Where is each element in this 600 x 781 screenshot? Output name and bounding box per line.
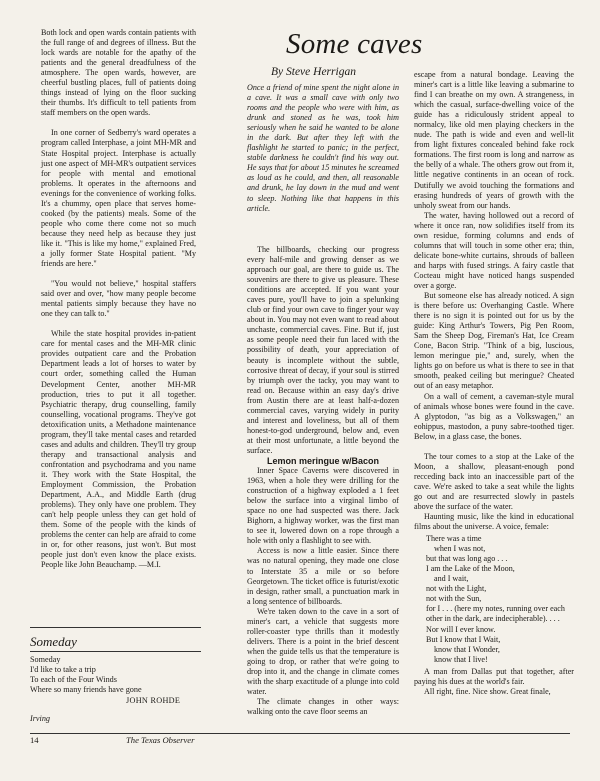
section-subhead: Lemon meringue w/Bacon bbox=[266, 455, 380, 466]
verse-line: There was a time bbox=[426, 534, 482, 544]
paragraph: The billboards, checking our progress every half-mile and growing denser as we approach our goal, are there to guide us. The souvenirs are there to give us pleasure. These conditions are accepted. If you want your caves pure, you'll have to join a spelunking club or find your own cave to finger your way about in. You may not even want to read about unchaste, commercial caves. Fine. But if, just as some people need their fun laced with the possibility of death, your appreciation of beauty is incomplete without the subtle, corrosive threat of decay, if your soul is stirred by triumph over the tacky, you may want to read on. Because within an easy day's drive from Austin there are at least half-a-dozen commercial caves, varying widely in purity and interest and loveliness, but all of them honest-to-god underground, below and, even at their most unfortunate, a little beyond the surface. bbox=[247, 245, 399, 455]
poem-line: To each of the Four Winds bbox=[30, 675, 117, 685]
paragraph: We're taken down to the cave in a sort of miner's cart, a vehicle that suggests more roller-coaster type thrills than it modestly delivers. There is a point in the brief descent when the guide tells us that the temperature is going to drop, or rather that we're going to drop into it, and the change in climate comes with the sharp exactitude of a plunge into cold water. bbox=[247, 606, 399, 697]
right-column bbox=[414, 70, 574, 697]
verse-line: not with the Light, bbox=[426, 584, 487, 594]
article-headline: Some caves bbox=[286, 28, 423, 60]
paragraph: Haunting music, like the kind in educational films about the universe. A voice, female: bbox=[414, 512, 574, 532]
paragraph: All right, fine. Nice show. Great finale, bbox=[424, 686, 551, 696]
paragraph: The climate changes in other ways: walking onto the cave floor seems an bbox=[247, 697, 399, 717]
poem-line: I'd like to take a trip bbox=[30, 665, 96, 675]
left-column bbox=[41, 28, 196, 570]
verse-line: know that I live! bbox=[434, 654, 488, 664]
verse-line: not with the Sun, bbox=[426, 594, 482, 604]
poem-line: Someday bbox=[30, 655, 61, 664]
verse-line: Nor will I ever know. bbox=[426, 624, 496, 634]
paragraph: On a wall of cement, a caveman-style mural of animals whose bones were found in the cave. A glyptodon, "as big as a Volkswagen," an eohippus, mastodon, a puny sabre-toothed tiger. Below, in a glass case, the bones. bbox=[414, 391, 574, 441]
verse-line: know that I Wonder, bbox=[434, 644, 500, 654]
verse-line: for I . . . (here my notes, running over each other in the dark, are indecipherable). . . . bbox=[426, 604, 565, 624]
article-byline: By Steve Herrigan bbox=[271, 66, 356, 78]
page-number: 14 bbox=[30, 735, 39, 745]
publication-name: The Texas Observer bbox=[126, 735, 195, 745]
paragraph: escape from a natural bondage. Leaving the miner's cart is a little like leaving a submarine to find I can breathe on my own. A strangeness, in which the casual, surface-dwelling voice of the guide has a ridiculously strident appeal to normalcy, like old men playing checkers in the nude. The path is wide and even and well-lit from light fixtures concealed behind fake rock formations. The first room is long and narrow as the belly of a whale. The others grow out from it, little negative continents in an ocean of rock. Dutifully we avoid touching the formations and erasing hundreds of years of growth with the unholy sweat from our hands. bbox=[414, 70, 574, 210]
paragraph: While the state hospital provides in-patient care for mental cases and the MH-MR clinic provides outpatient care and the Probation Department leads a lot of horses to water by court order, something called the Human Development Center, another MH-MR production, tries to put it all together. Psychiatric therapy, drug counselling, family counselling, vocational programs. They've got detoxification units, a Methadone maintenance program, they'll take mental cases and retarded cases and adults and children. They'll try group therapy and transactional analysis and confrontation and psychodrama and you name it. They work with the State Hospital, the Employment Commission, the Probation Department, A.A., and Middle Earth (drug problems). They only have one problem. They can't help people unless they can get hold of them. Some of the people with the kinds of problems the center can help are afraid to come in or, for other reasons, just won't. But most people just don't even know the place exists. People like John Beauchamp. —M.I. bbox=[41, 329, 196, 570]
footer-rule bbox=[30, 733, 570, 734]
verse-line: I am the Lake of the Moon, bbox=[426, 564, 515, 574]
paragraph: Both lock and open wards contain patients with the full range of and degrees of illness. But the lock wards are notable for the apathy of the patients and the general dreadfulness of the atmosphere. The open wards, however, are cheerful bustling places, full of patients doing things instead of lying on the floor sucking their thumbs. It's difficult to tell patients from staff members on the open wards. bbox=[41, 28, 196, 118]
poem-title-rule bbox=[30, 651, 201, 652]
paragraph: The tour comes to a stop at the Lake of the Moon, a shallow, pleasant-enough pond recceding back into an inaccessible part of the cave. We're asked to take a seat while the lights go out and are resurrected slowly in pastels above the surface of the water. bbox=[414, 451, 574, 511]
poem-top-rule bbox=[30, 627, 201, 628]
article-intro: Once a friend of mine spent the night alone in a cave. It was a small cave with only two rooms and the people who were with him, as drunk and stoned as he was, took him seriously when he said he wanted to be alone in the dark. But after they left with the flashlight he started to panic; in the perfect, stable darkness he couldn't find his way out. He says that for about 15 minutes he screamed as loud as he could, and then, all reasonable and drunk, he lay down in the mud and went to sleep. Nothing like that happens in this article. bbox=[247, 83, 399, 213]
verse-line: But I know that I Wait, bbox=[426, 634, 501, 644]
verse-block bbox=[426, 534, 574, 665]
poem-title: Someday bbox=[30, 634, 77, 649]
poem-line: Where so many friends have gone bbox=[30, 685, 142, 695]
verse-line: when I was not, bbox=[434, 544, 486, 554]
poem-place: Irving bbox=[30, 714, 51, 723]
poem-author: JOHN ROHDE bbox=[126, 696, 181, 705]
verse-line: and I wait, bbox=[434, 574, 469, 584]
paragraph: A man from Dallas put that together, after paying his dues at the world's fair. bbox=[414, 666, 574, 686]
paragraph: The water, having hollowed out a record of where it once ran, now solidifies itself from its own residue, forming columns and ends of columns that will touch in some other era; thin, delicate bone-white curtains, shrouds of balleen and harps with fused strings. A fairy castle that Cocteau might have noticed hangs suspended over a gorge. bbox=[414, 210, 574, 290]
verse-line: but that was long ago . . . bbox=[426, 554, 508, 564]
paragraph: In one corner of Sedberry's ward operates a program called Interphase, a joint MH-MR and State Hospital project. Interphase is actually just one aspect of MH-MR's outpatient services for people with mental and emotional problems. It operates in the afternoons and evenings for the convenience of working folks. It's a chummy, open place that serves home-cooked (by the patients) meals. Some of the people who come there come not so much because they need help as because they just like it. "This is like my home," explained Fred, a jolly former State Hospital patient. "My friends are here." bbox=[41, 128, 196, 269]
middle-column bbox=[247, 245, 399, 717]
paragraph: But someone else has already noticed. A sign is there before us: Overhanging Castle. Where there is no sign it is pointed out for us by the guide: King Arthur's Towers, Pig Pen Room, Sam the Sheep Dog, Fireman's Hat, Ice Cream Cone, Bacon Strip. "Think of a big, luscious, lemon meringue pie," and, surely, when the lights go on before us what is there to see in that smooth, peaked ceiling but meringue? Cheated out of an easy metaphor. bbox=[414, 291, 574, 391]
paragraph: "You would not believe," hospital staffers said over and over, "how many people become mental patients simply because they have no one they can talk to." bbox=[41, 279, 196, 319]
paragraph: Inner Space Caverns were discovered in 1963, when a hole they were drilling for the construction of a highway exploded a 1 feet below the surface into a virginal limbo of space no one had suspected was there. Jack Bighorn, a highway worker, was the first man to see it, lowered down on a rope through a hole with only a flashlight to see with. bbox=[247, 466, 399, 546]
poem-body bbox=[30, 655, 201, 695]
paragraph: Access is now a little easier. Since there was no natural opening, they made one close to Interstate 35 a mile or so before Georgetown. The ticket office is futurist/exotic in design, rather small, a punctuation mark in a long sentence of billboards. bbox=[247, 546, 399, 606]
